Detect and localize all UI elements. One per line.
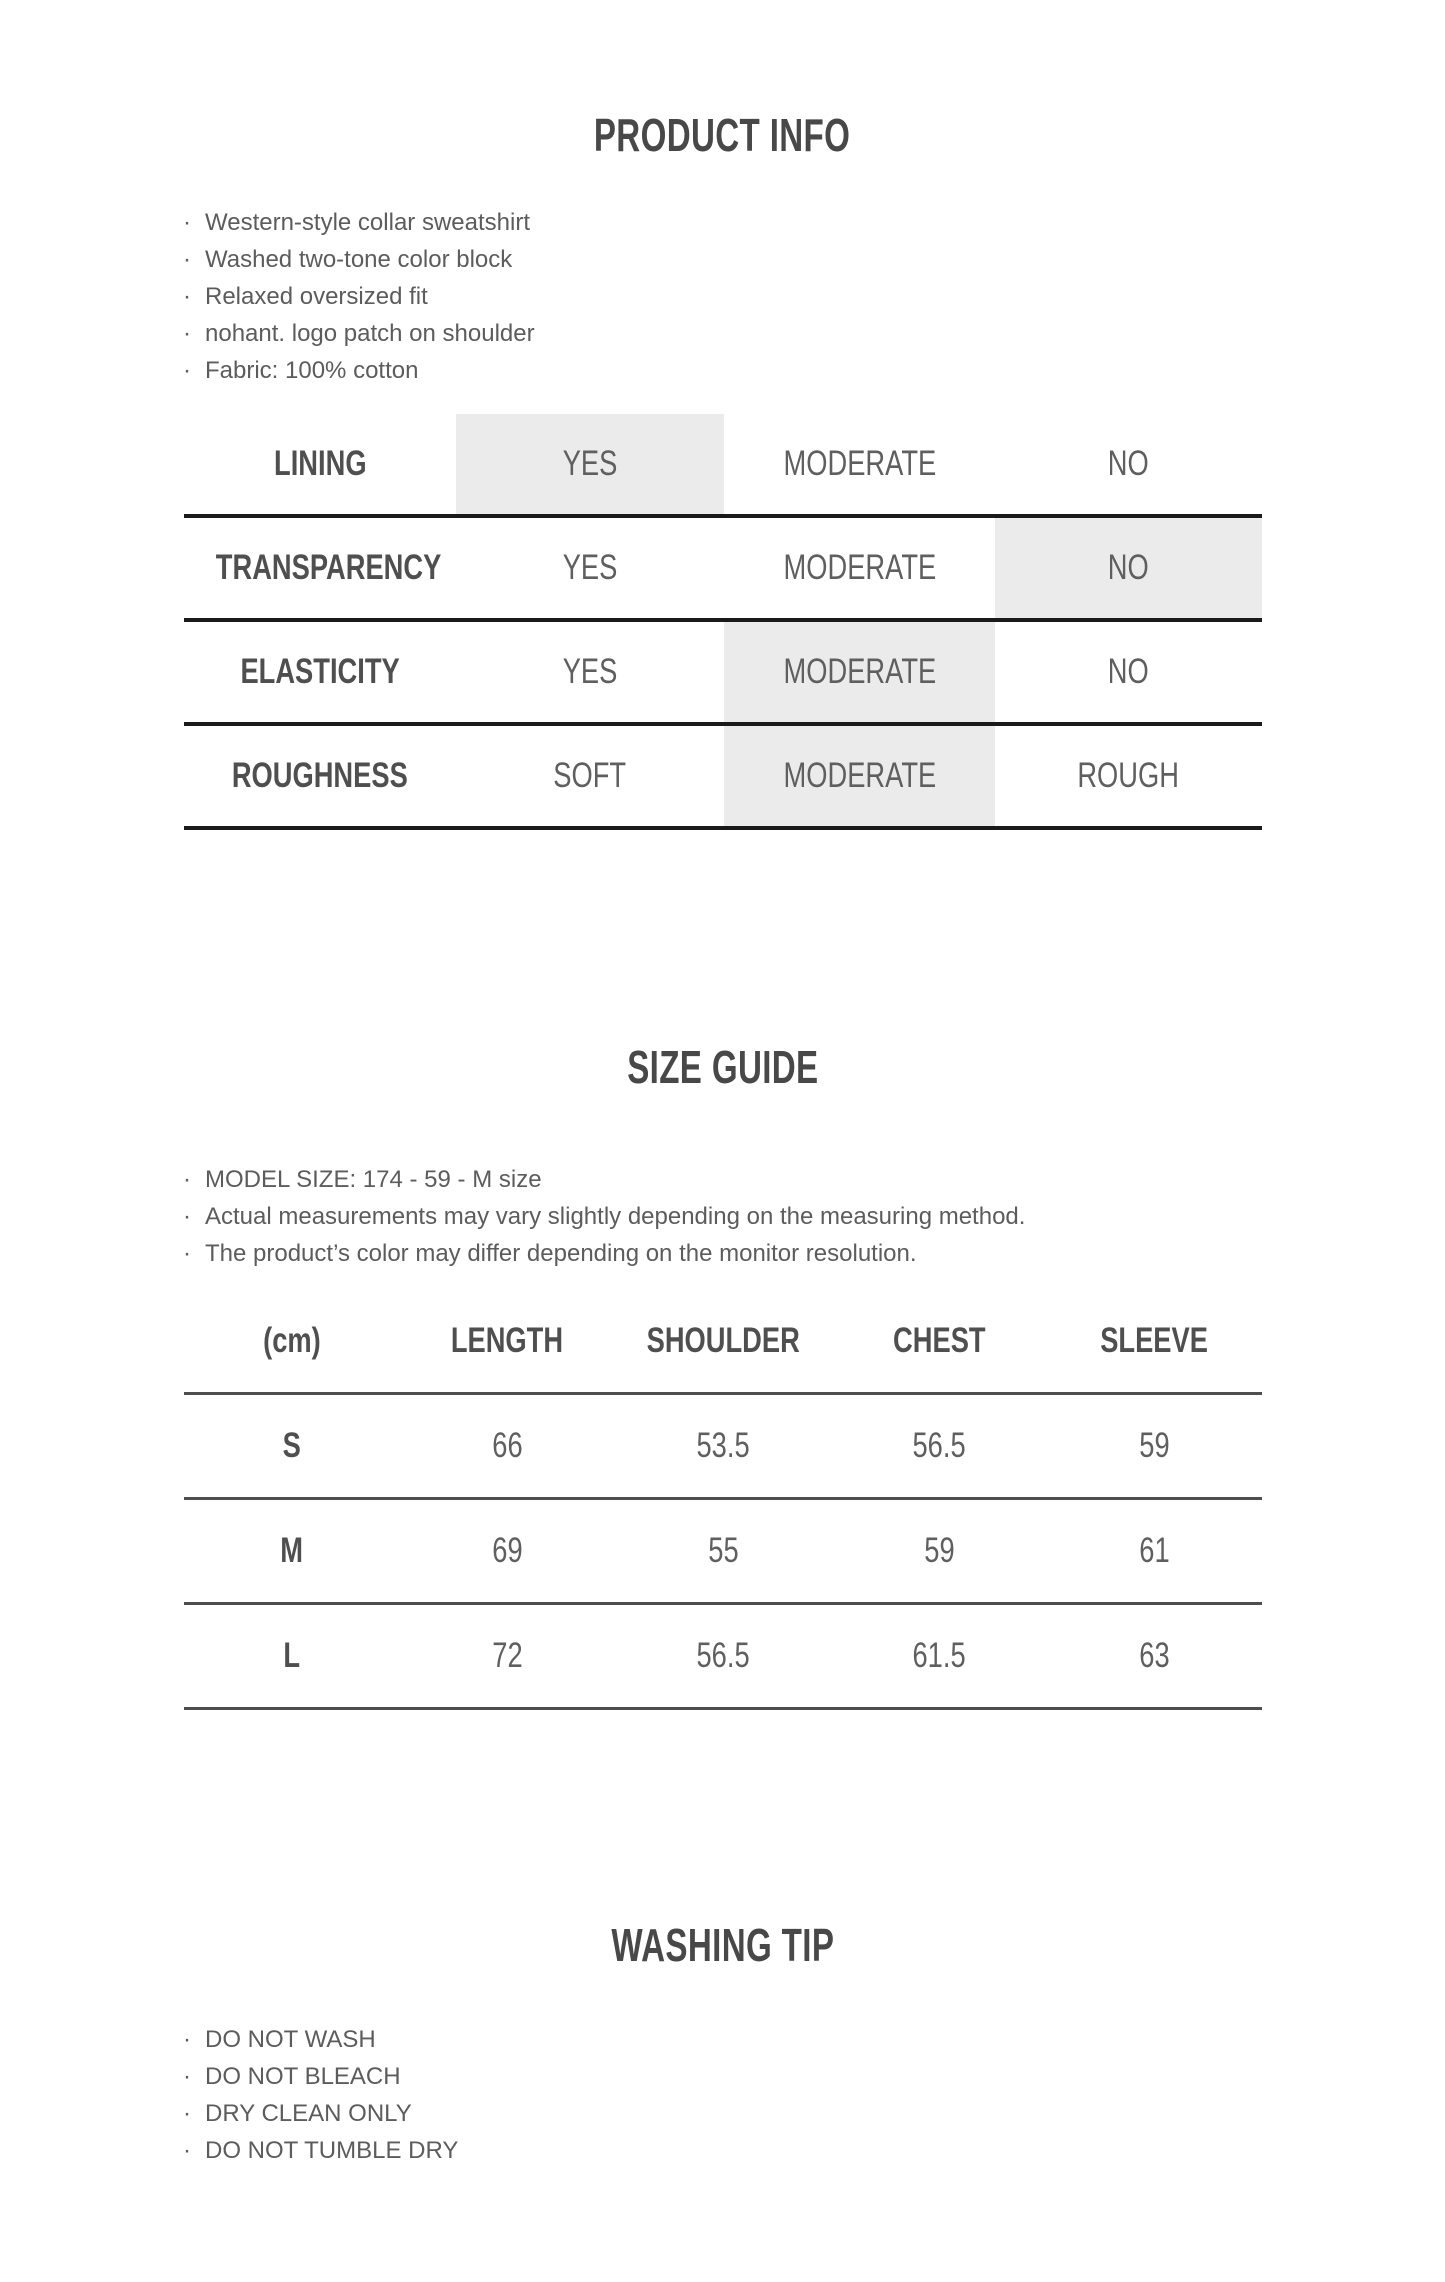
bullet-text: Western-style collar sweatshirt: [205, 209, 530, 236]
attribute-label: [184, 724, 456, 828]
product-info-bullet: [183, 352, 1405, 389]
size-value-text: 59: [1139, 1426, 1170, 1465]
attribute-option-selected: [724, 620, 995, 724]
size-value: [831, 1604, 1047, 1709]
bullet-text: The product’s color may differ depending on the monitor resolution.: [205, 1240, 917, 1267]
attribute-label-text: ELASTICITY: [240, 652, 400, 691]
size-label-text: L: [283, 1636, 300, 1675]
bullet-dot: ·: [183, 320, 191, 347]
size-guide-table: [184, 1290, 1262, 1710]
product-info-title: [0, 0, 1445, 161]
bullet-dot: ·: [183, 2063, 191, 2090]
size-guide-bullets: [0, 1161, 1445, 1272]
product-info-title-text: PRODUCT INFO: [594, 109, 851, 161]
washing-tip-bullet: [183, 2021, 1405, 2058]
size-table-header-text: (cm): [262, 1321, 321, 1360]
size-value-text: 55: [707, 1531, 739, 1570]
bullet-dot: ·: [183, 1166, 191, 1193]
attribute-label-text: LINING: [273, 444, 367, 483]
attribute-label-text: TRANSPARENCY: [215, 548, 442, 587]
bullet-text: nohant. logo patch on shoulder: [205, 320, 535, 347]
bullet-dot: ·: [183, 283, 191, 310]
size-value-text: 61.5: [912, 1636, 966, 1675]
size-value: [615, 1604, 831, 1709]
size-value: [399, 1394, 615, 1499]
size-table-row-s: [184, 1394, 1262, 1499]
product-info-bullet: [183, 204, 1405, 241]
size-value: [831, 1499, 1047, 1604]
size-value-text: 72: [491, 1636, 523, 1675]
size-value-text: 56.5: [696, 1636, 750, 1675]
washing-tip-bullet: [183, 2132, 1405, 2169]
bullet-text: DRY CLEAN ONLY: [205, 2100, 412, 2127]
attribute-option-text: YES: [562, 652, 618, 691]
size-guide-title: [0, 1041, 1445, 1093]
size-table-header: [615, 1290, 831, 1394]
attribute-option-text: SOFT: [553, 756, 627, 795]
attribute-option: [995, 414, 1262, 516]
size-guide-title-text: SIZE GUIDE: [626, 1041, 819, 1093]
washing-tip-bullets: [0, 2021, 1445, 2169]
bullet-text: MODEL SIZE: 174 - 59 - M size: [205, 1166, 542, 1193]
size-value: [399, 1499, 615, 1604]
size-value: [1047, 1499, 1262, 1604]
size-label: [184, 1499, 399, 1604]
attribute-option-selected: [456, 414, 724, 516]
size-value: [615, 1499, 831, 1604]
bullet-text: DO NOT BLEACH: [205, 2063, 401, 2090]
attribute-label-text: ROUGHNESS: [232, 756, 408, 795]
size-value: [1047, 1604, 1262, 1709]
bullet-text: Fabric: 100% cotton: [205, 357, 419, 384]
attribute-option-text: YES: [562, 548, 618, 587]
size-table-header: [399, 1290, 615, 1394]
size-table-header: [184, 1290, 399, 1394]
attribute-option: [456, 724, 724, 828]
attribute-option-text: MODERATE: [783, 756, 936, 795]
attribute-option: [456, 516, 724, 620]
bullet-dot: ·: [183, 246, 191, 273]
attribute-option-text: NO: [1108, 444, 1149, 483]
size-guide-bullet: [183, 1235, 1405, 1272]
attribute-option-text: NO: [1108, 548, 1149, 587]
bullet-dot: ·: [183, 1203, 191, 1230]
bullet-text: DO NOT TUMBLE DRY: [205, 2137, 459, 2164]
size-guide-bullet: [183, 1161, 1405, 1198]
washing-tip-title: [0, 1919, 1445, 1971]
size-value: [831, 1394, 1047, 1499]
bullet-dot: ·: [183, 2026, 191, 2053]
size-value-text: 56.5: [912, 1426, 966, 1465]
size-guide-bullet: [183, 1198, 1405, 1235]
bullet-dot: ·: [183, 1240, 191, 1267]
size-value-text: 66: [491, 1426, 523, 1465]
attribute-row-transparency: [184, 516, 1262, 620]
size-table-header: [831, 1290, 1047, 1394]
washing-tip-bullet: [183, 2058, 1405, 2095]
bullet-dot: ·: [183, 2100, 191, 2127]
attribute-option: [724, 516, 995, 620]
bullet-text: DO NOT WASH: [205, 2026, 376, 2053]
bullet-dot: ·: [183, 357, 191, 384]
size-table-row-l: [184, 1604, 1262, 1709]
attribute-option-text: YES: [562, 444, 618, 483]
attribute-row-elasticity: [184, 620, 1262, 724]
size-value: [615, 1394, 831, 1499]
size-table-row-m: [184, 1499, 1262, 1604]
attribute-option: [456, 620, 724, 724]
product-attributes-table: [184, 414, 1262, 830]
size-value-text: 61: [1139, 1531, 1170, 1570]
attribute-option-text: MODERATE: [783, 548, 936, 587]
bullet-text: Actual measurements may vary slightly depending on the measuring method.: [205, 1203, 1026, 1230]
attribute-label: [184, 620, 456, 724]
size-table-header-text: SLEEVE: [1100, 1321, 1209, 1360]
size-label-text: M: [280, 1531, 303, 1570]
product-info-bullets: [0, 204, 1445, 389]
washing-tip-bullet: [183, 2095, 1405, 2132]
size-label-text: S: [282, 1426, 301, 1465]
attribute-option-text: MODERATE: [783, 652, 936, 691]
bullet-text: Relaxed oversized fit: [205, 283, 428, 310]
size-value-text: 59: [923, 1531, 955, 1570]
size-value-text: 53.5: [696, 1426, 750, 1465]
size-value-text: 69: [491, 1531, 523, 1570]
attribute-option-text: MODERATE: [783, 444, 936, 483]
size-table-header-text: LENGTH: [450, 1321, 564, 1360]
size-label: [184, 1394, 399, 1499]
attribute-option: [995, 620, 1262, 724]
attribute-label: [184, 414, 456, 516]
size-table-header-row: [184, 1290, 1262, 1394]
size-table-header-text: SHOULDER: [646, 1321, 800, 1360]
attribute-option-selected: [724, 724, 995, 828]
attribute-row-lining: [184, 414, 1262, 516]
attribute-option-selected: [995, 516, 1262, 620]
product-info-bullet: [183, 315, 1405, 352]
washing-tip-title-text: WASHING TIP: [611, 1919, 834, 1971]
attribute-option-text: ROUGH: [1077, 756, 1180, 795]
attribute-option: [724, 414, 995, 516]
product-info-bullet: [183, 278, 1405, 315]
bullet-dot: ·: [183, 209, 191, 236]
product-info-bullet: [183, 241, 1405, 278]
size-value: [1047, 1394, 1262, 1499]
bullet-text: Washed two-tone color block: [205, 246, 513, 273]
bullet-dot: ·: [183, 2137, 191, 2164]
attribute-row-roughness: [184, 724, 1262, 828]
size-value: [399, 1604, 615, 1709]
size-table-header-text: CHEST: [892, 1321, 986, 1360]
attribute-option-text: NO: [1108, 652, 1149, 691]
size-value-text: 63: [1139, 1636, 1170, 1675]
size-table-header: [1047, 1290, 1262, 1394]
size-label: [184, 1604, 399, 1709]
attribute-option: [995, 724, 1262, 828]
attribute-label: [184, 516, 456, 620]
